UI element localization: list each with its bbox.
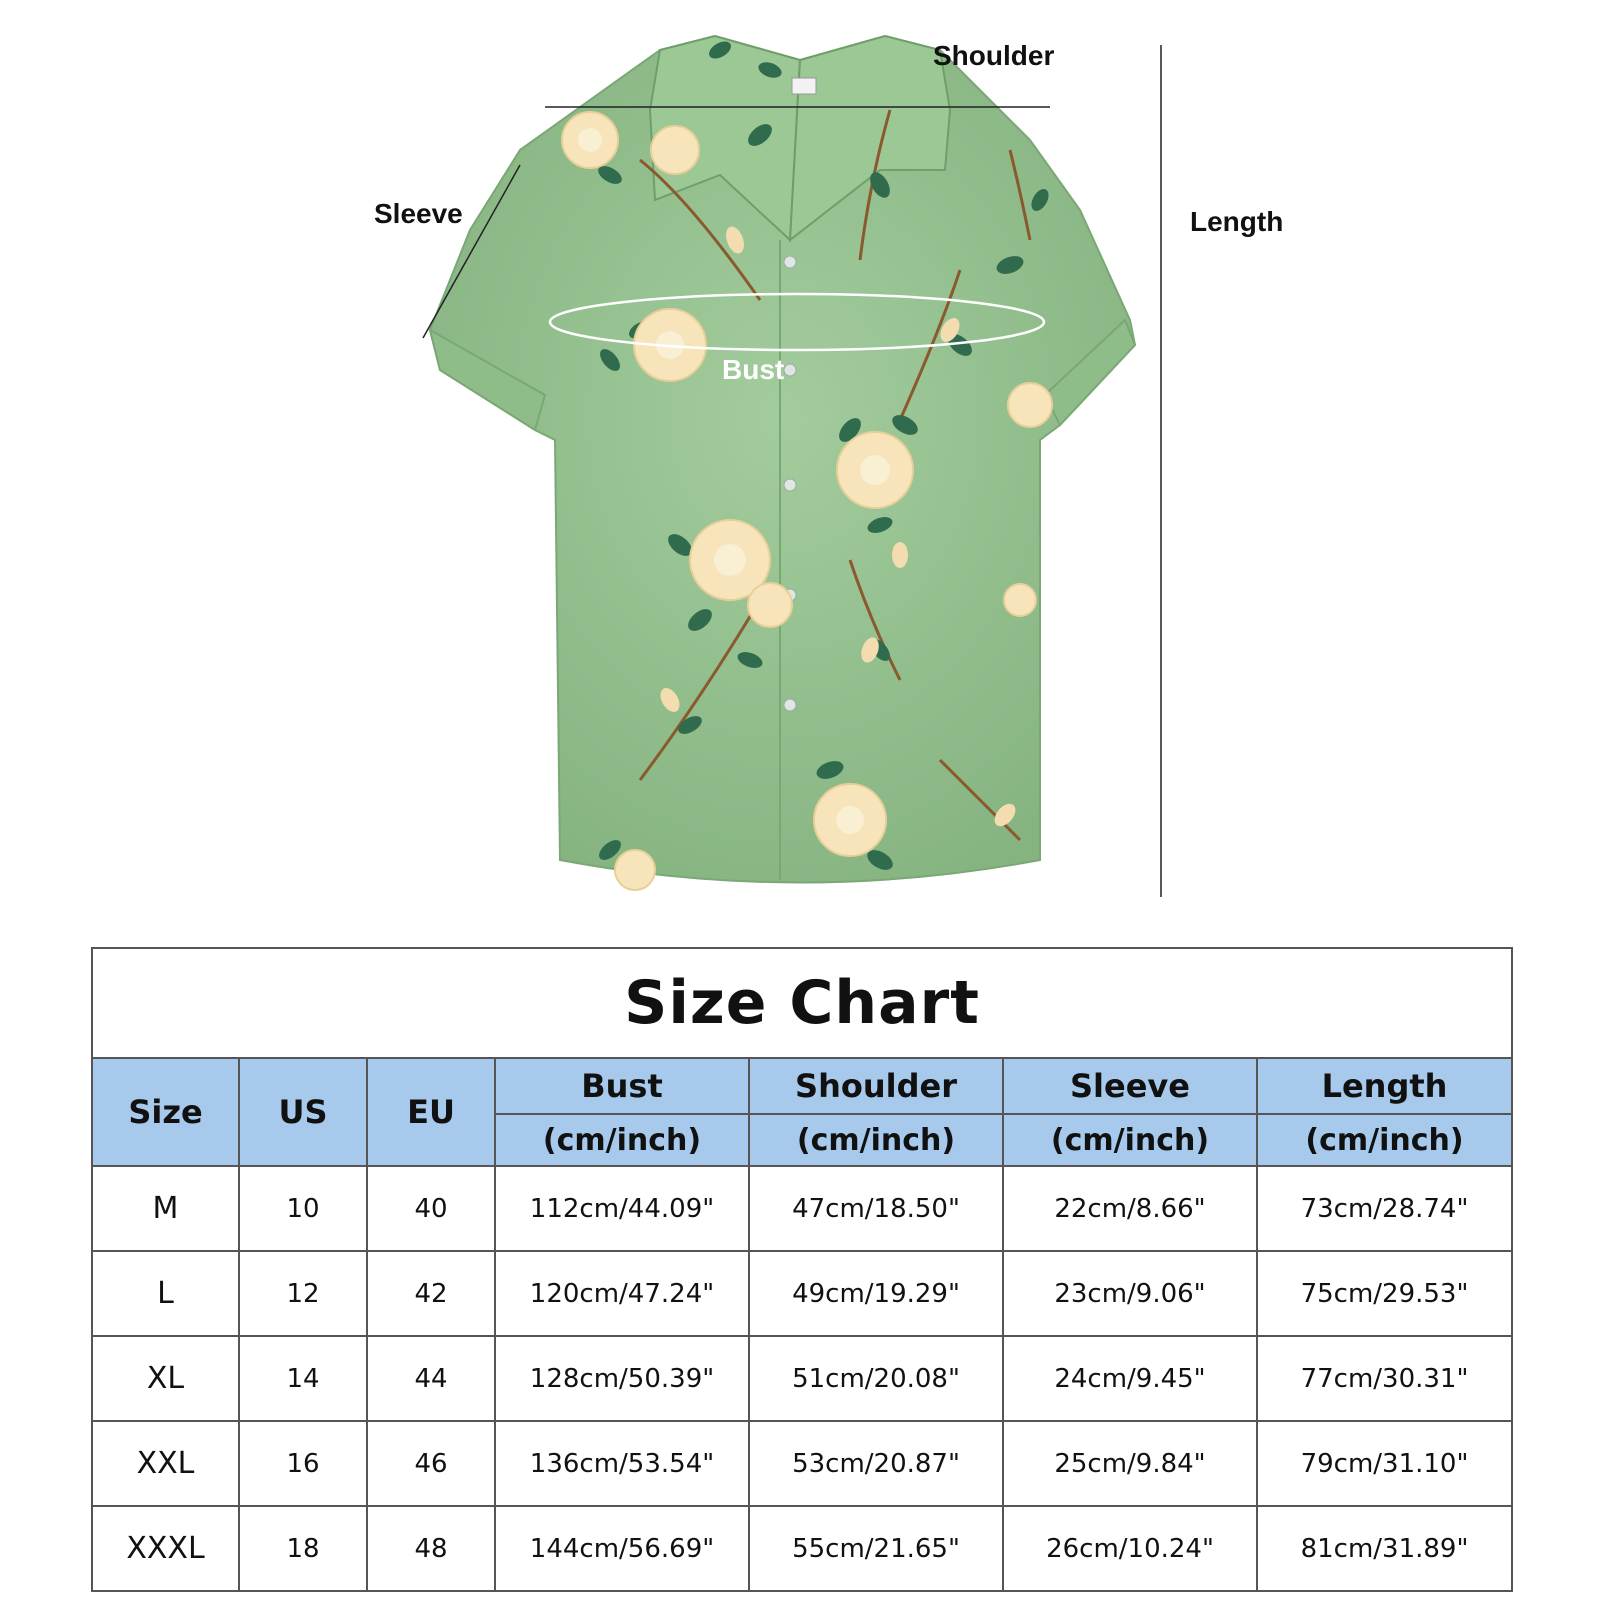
cell-eu: 46 <box>367 1421 495 1506</box>
cell-size: L <box>92 1251 239 1336</box>
table-row <box>92 1421 1512 1506</box>
header-eu: EU <box>367 1058 495 1166</box>
header-shoulder: Shoulder <box>749 1058 1003 1114</box>
cell-sleeve: 26cm/10.24" <box>1003 1506 1257 1591</box>
cell-length: 73cm/28.74" <box>1257 1166 1512 1251</box>
header-unit: (cm/inch) <box>749 1114 1003 1166</box>
cell-length: 77cm/30.31" <box>1257 1336 1512 1421</box>
size-chart-table <box>91 947 1513 1592</box>
cell-us: 12 <box>239 1251 367 1336</box>
cell-eu: 44 <box>367 1336 495 1421</box>
cell-us: 16 <box>239 1421 367 1506</box>
cell-eu: 42 <box>367 1251 495 1336</box>
cell-shoulder: 55cm/21.65" <box>749 1506 1003 1591</box>
table-row <box>92 1336 1512 1421</box>
cell-us: 14 <box>239 1336 367 1421</box>
header-length: Length <box>1257 1058 1512 1114</box>
cell-us: 18 <box>239 1506 367 1591</box>
header-unit: (cm/inch) <box>1003 1114 1257 1166</box>
header-unit: (cm/inch) <box>495 1114 749 1166</box>
bust-label: Bust <box>722 354 785 385</box>
size-tag <box>792 78 816 94</box>
button-icon <box>784 479 796 491</box>
button-icon <box>784 364 796 376</box>
cell-us: 10 <box>239 1166 367 1251</box>
cell-shoulder: 53cm/20.87" <box>749 1421 1003 1506</box>
cell-shoulder: 47cm/18.50" <box>749 1166 1003 1251</box>
cell-bust: 120cm/47.24" <box>495 1251 749 1336</box>
length-label: Length <box>1190 206 1284 237</box>
cell-size: XXL <box>92 1421 239 1506</box>
cell-bust: 128cm/50.39" <box>495 1336 749 1421</box>
header-sleeve: Sleeve <box>1003 1058 1257 1114</box>
sleeve-label: Sleeve <box>374 198 463 229</box>
cell-eu: 40 <box>367 1166 495 1251</box>
cell-shoulder: 49cm/19.29" <box>749 1251 1003 1336</box>
button-icon <box>784 256 796 268</box>
cell-shoulder: 51cm/20.08" <box>749 1336 1003 1421</box>
cell-size: XL <box>92 1336 239 1421</box>
cell-bust: 112cm/44.09" <box>495 1166 749 1251</box>
cell-bust: 136cm/53.54" <box>495 1421 749 1506</box>
shoulder-label: Shoulder <box>933 40 1055 71</box>
cell-bust: 144cm/56.69" <box>495 1506 749 1591</box>
cell-eu: 48 <box>367 1506 495 1591</box>
header-unit: (cm/inch) <box>1257 1114 1512 1166</box>
size-chart-title: Size Chart <box>92 948 1512 1058</box>
cell-size: XXXL <box>92 1506 239 1591</box>
cell-length: 75cm/29.53" <box>1257 1251 1512 1336</box>
cell-size: M <box>92 1166 239 1251</box>
cell-sleeve: 23cm/9.06" <box>1003 1251 1257 1336</box>
table-row <box>92 1251 1512 1336</box>
header-size: Size <box>92 1058 239 1166</box>
table-row <box>92 1506 1512 1591</box>
cell-sleeve: 24cm/9.45" <box>1003 1336 1257 1421</box>
table-row <box>92 1166 1512 1251</box>
header-bust: Bust <box>495 1058 749 1114</box>
cell-length: 81cm/31.89" <box>1257 1506 1512 1591</box>
cell-sleeve: 22cm/8.66" <box>1003 1166 1257 1251</box>
cell-length: 79cm/31.10" <box>1257 1421 1512 1506</box>
button-icon <box>784 699 796 711</box>
cell-sleeve: 25cm/9.84" <box>1003 1421 1257 1506</box>
header-us: US <box>239 1058 367 1166</box>
